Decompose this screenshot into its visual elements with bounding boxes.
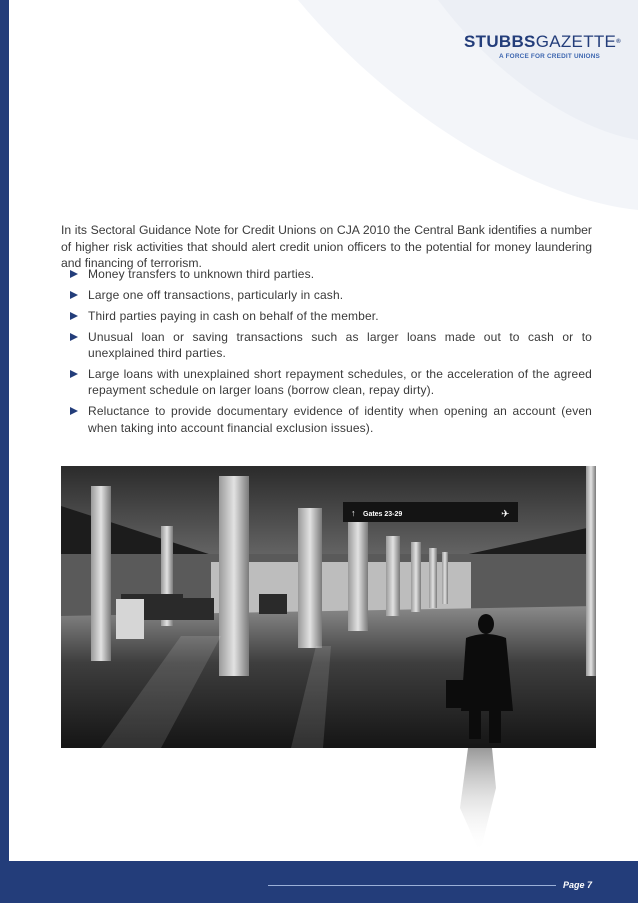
list-item (68, 308, 592, 324)
footer-rule (268, 885, 556, 886)
triangle-bullet-icon (70, 291, 78, 299)
list-item-text: Unusual loan or saving transactions such as larger loans made out to cash or to unexplained third parties. (88, 330, 592, 361)
stubbs-gazette-logo (464, 32, 621, 60)
triangle-bullet-icon (70, 312, 78, 320)
intro-paragraph: In its Sectoral Guidance Note for Credit Unions on CJA 2010 the Central Bank identifies a number of higher risk activities that should alert credit union officers to the potential for money laundering and financing of terrorism. (61, 223, 592, 271)
footer-bar (0, 861, 638, 903)
list-item (68, 266, 592, 282)
triangle-bullet-icon (70, 333, 78, 341)
svg-text:↑: ↑ (351, 508, 356, 518)
gate-sign-text: Gates 23-29 (363, 511, 403, 518)
triangle-bullet-icon (70, 270, 78, 278)
logo-brand-light: GAZETTE (535, 32, 617, 51)
list-item-text: Large loans with unexplained short repayment schedules, or the acceleration of the agreed repayment schedule on larger loans (borrow clean, repay dirty). (88, 367, 592, 398)
gate-sign (343, 502, 518, 522)
list-item (68, 329, 592, 361)
list-item (68, 366, 592, 398)
list-item (68, 403, 592, 435)
list-item-text: Third parties paying in cash on behalf of the member. (88, 309, 379, 323)
risk-activity-list (68, 266, 592, 441)
photo-illustration (61, 466, 596, 748)
list-item-text: Money transfers to unknown third parties. (88, 267, 315, 281)
logo-wordmark (464, 32, 621, 51)
triangle-bullet-icon (70, 407, 78, 415)
list-item-text: Reluctance to provide documentary evidence of identity when opening an account (even when taking into account financial exclusion issues). (88, 404, 592, 435)
triangle-bullet-icon (70, 370, 78, 378)
page-number: Page 7 (562, 880, 592, 890)
svg-text:✈: ✈ (501, 509, 510, 520)
logo-registered-mark: ® (616, 39, 621, 45)
airport-terminal-photo (61, 466, 596, 748)
photo-reflection (450, 748, 540, 858)
logo-tagline: A FORCE FOR CREDIT UNIONS (499, 53, 600, 60)
left-accent-bar (0, 0, 9, 903)
list-item (68, 287, 592, 303)
logo-brand-bold: STUBBS (464, 32, 536, 51)
list-item-text: Large one off transactions, particularly in cash. (88, 288, 344, 302)
